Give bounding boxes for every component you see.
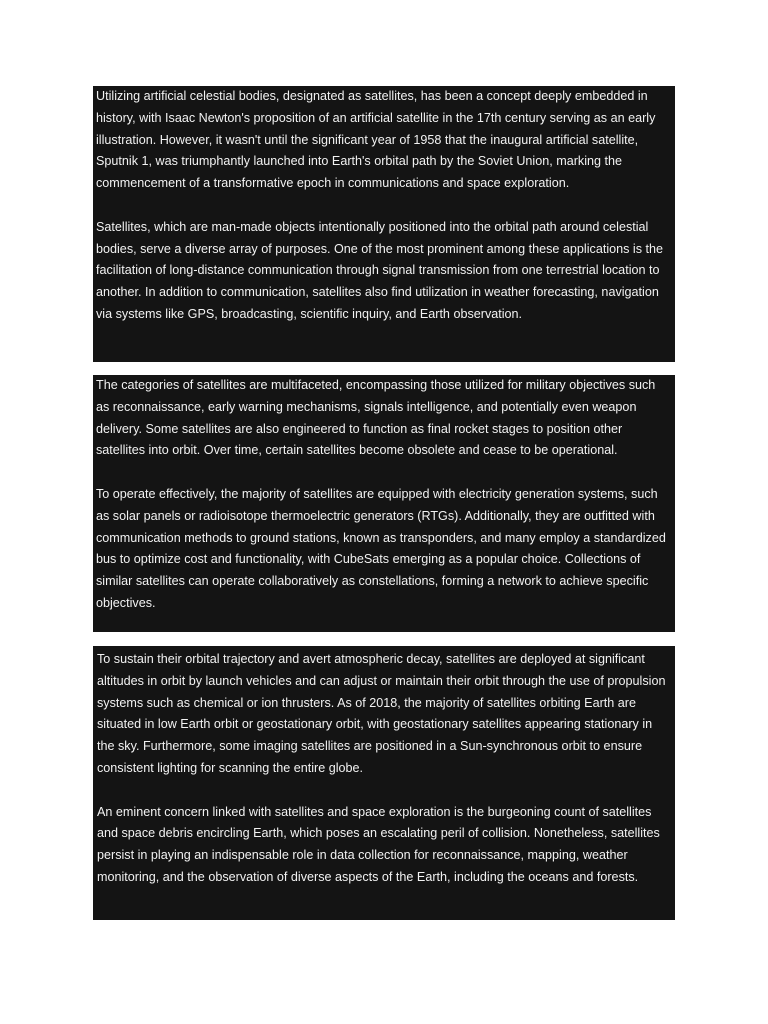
paragraph: Satellites, which are man-made objects intentionally positioned into the orbital path around celestial bodies, serve a diverse array of purposes. One of the most prominent among these applications is the facilitation of long-distance communication through signal transmission from one terrestrial location to another. In addition to communication, satellites also find utilization in weather forecasting, navigation via systems like GPS, broadcasting, scientific inquiry, and Earth observation. [96, 219, 664, 321]
paragraph: The categories of satellites are multifaceted, encompassing those utilized for military objectives such as reconnaissance, early warning mechanisms, signals intelligence, and potentially even weapon delivery. Some satellites are also engineered to function as final rocket stages to position other satellites into orbit. Over time, certain satellites become obsolete and cease to be operational. [96, 378, 656, 458]
paragraph: Utilizing artificial celestial bodies, designated as satellites, has been a concept deeply embedded in history, with Isaac Newton's proposition of an artificial satellite in the 17th century serving as an early illustration. However, it wasn't until the significant year of 1958 that the inaugural artificial satellite, Sputnik 1, was triumphantly launched into Earth's orbital path by the Soviet Union, marking the commencement of a transformative epoch in communications and space exploration. [96, 89, 656, 191]
text-block-3 [93, 646, 675, 920]
paragraph: An eminent concern linked with satellites and space exploration is the burgeoning count of satellites and space debris encircling Earth, which poses an escalating peril of collision. Nonetheless, satellites persist in playing an indispensable role in data collection for reconnaissance, mapping, weather monitoring, and the observation of diverse aspects of the Earth, including the oceans and forests. [97, 804, 660, 884]
paragraph: To operate effectively, the majority of satellites are equipped with electricity generation systems, such as solar panels or radioisotope thermoelectric generators (RTGs). Additionally, they are outfitted with communication methods to ground stations, known as transponders, and many employ a standardized bus to optimize cost and functionality, with CubeSats emerging as a popular choice. Collections of similar satellites can operate collaboratively as constellations, forming a network to achieve specific objectives. [96, 486, 666, 610]
paragraph: To sustain their orbital trajectory and avert atmospheric decay, satellites are deployed at significant altitudes in orbit by launch vehicles and can adjust or maintain their orbit through the use of propulsion systems such as chemical or ion thrusters. As of 2018, the majority of satellites orbiting Earth are situated in low Earth orbit or geostationary orbit, with geostationary satellites appearing stationary in the sky. Furthermore, some imaging satellites are positioned in a Sun-synchronous orbit to ensure consistent lighting for scanning the entire globe. [97, 652, 666, 775]
text-block-1 [93, 86, 675, 362]
text-block-2 [93, 375, 675, 632]
